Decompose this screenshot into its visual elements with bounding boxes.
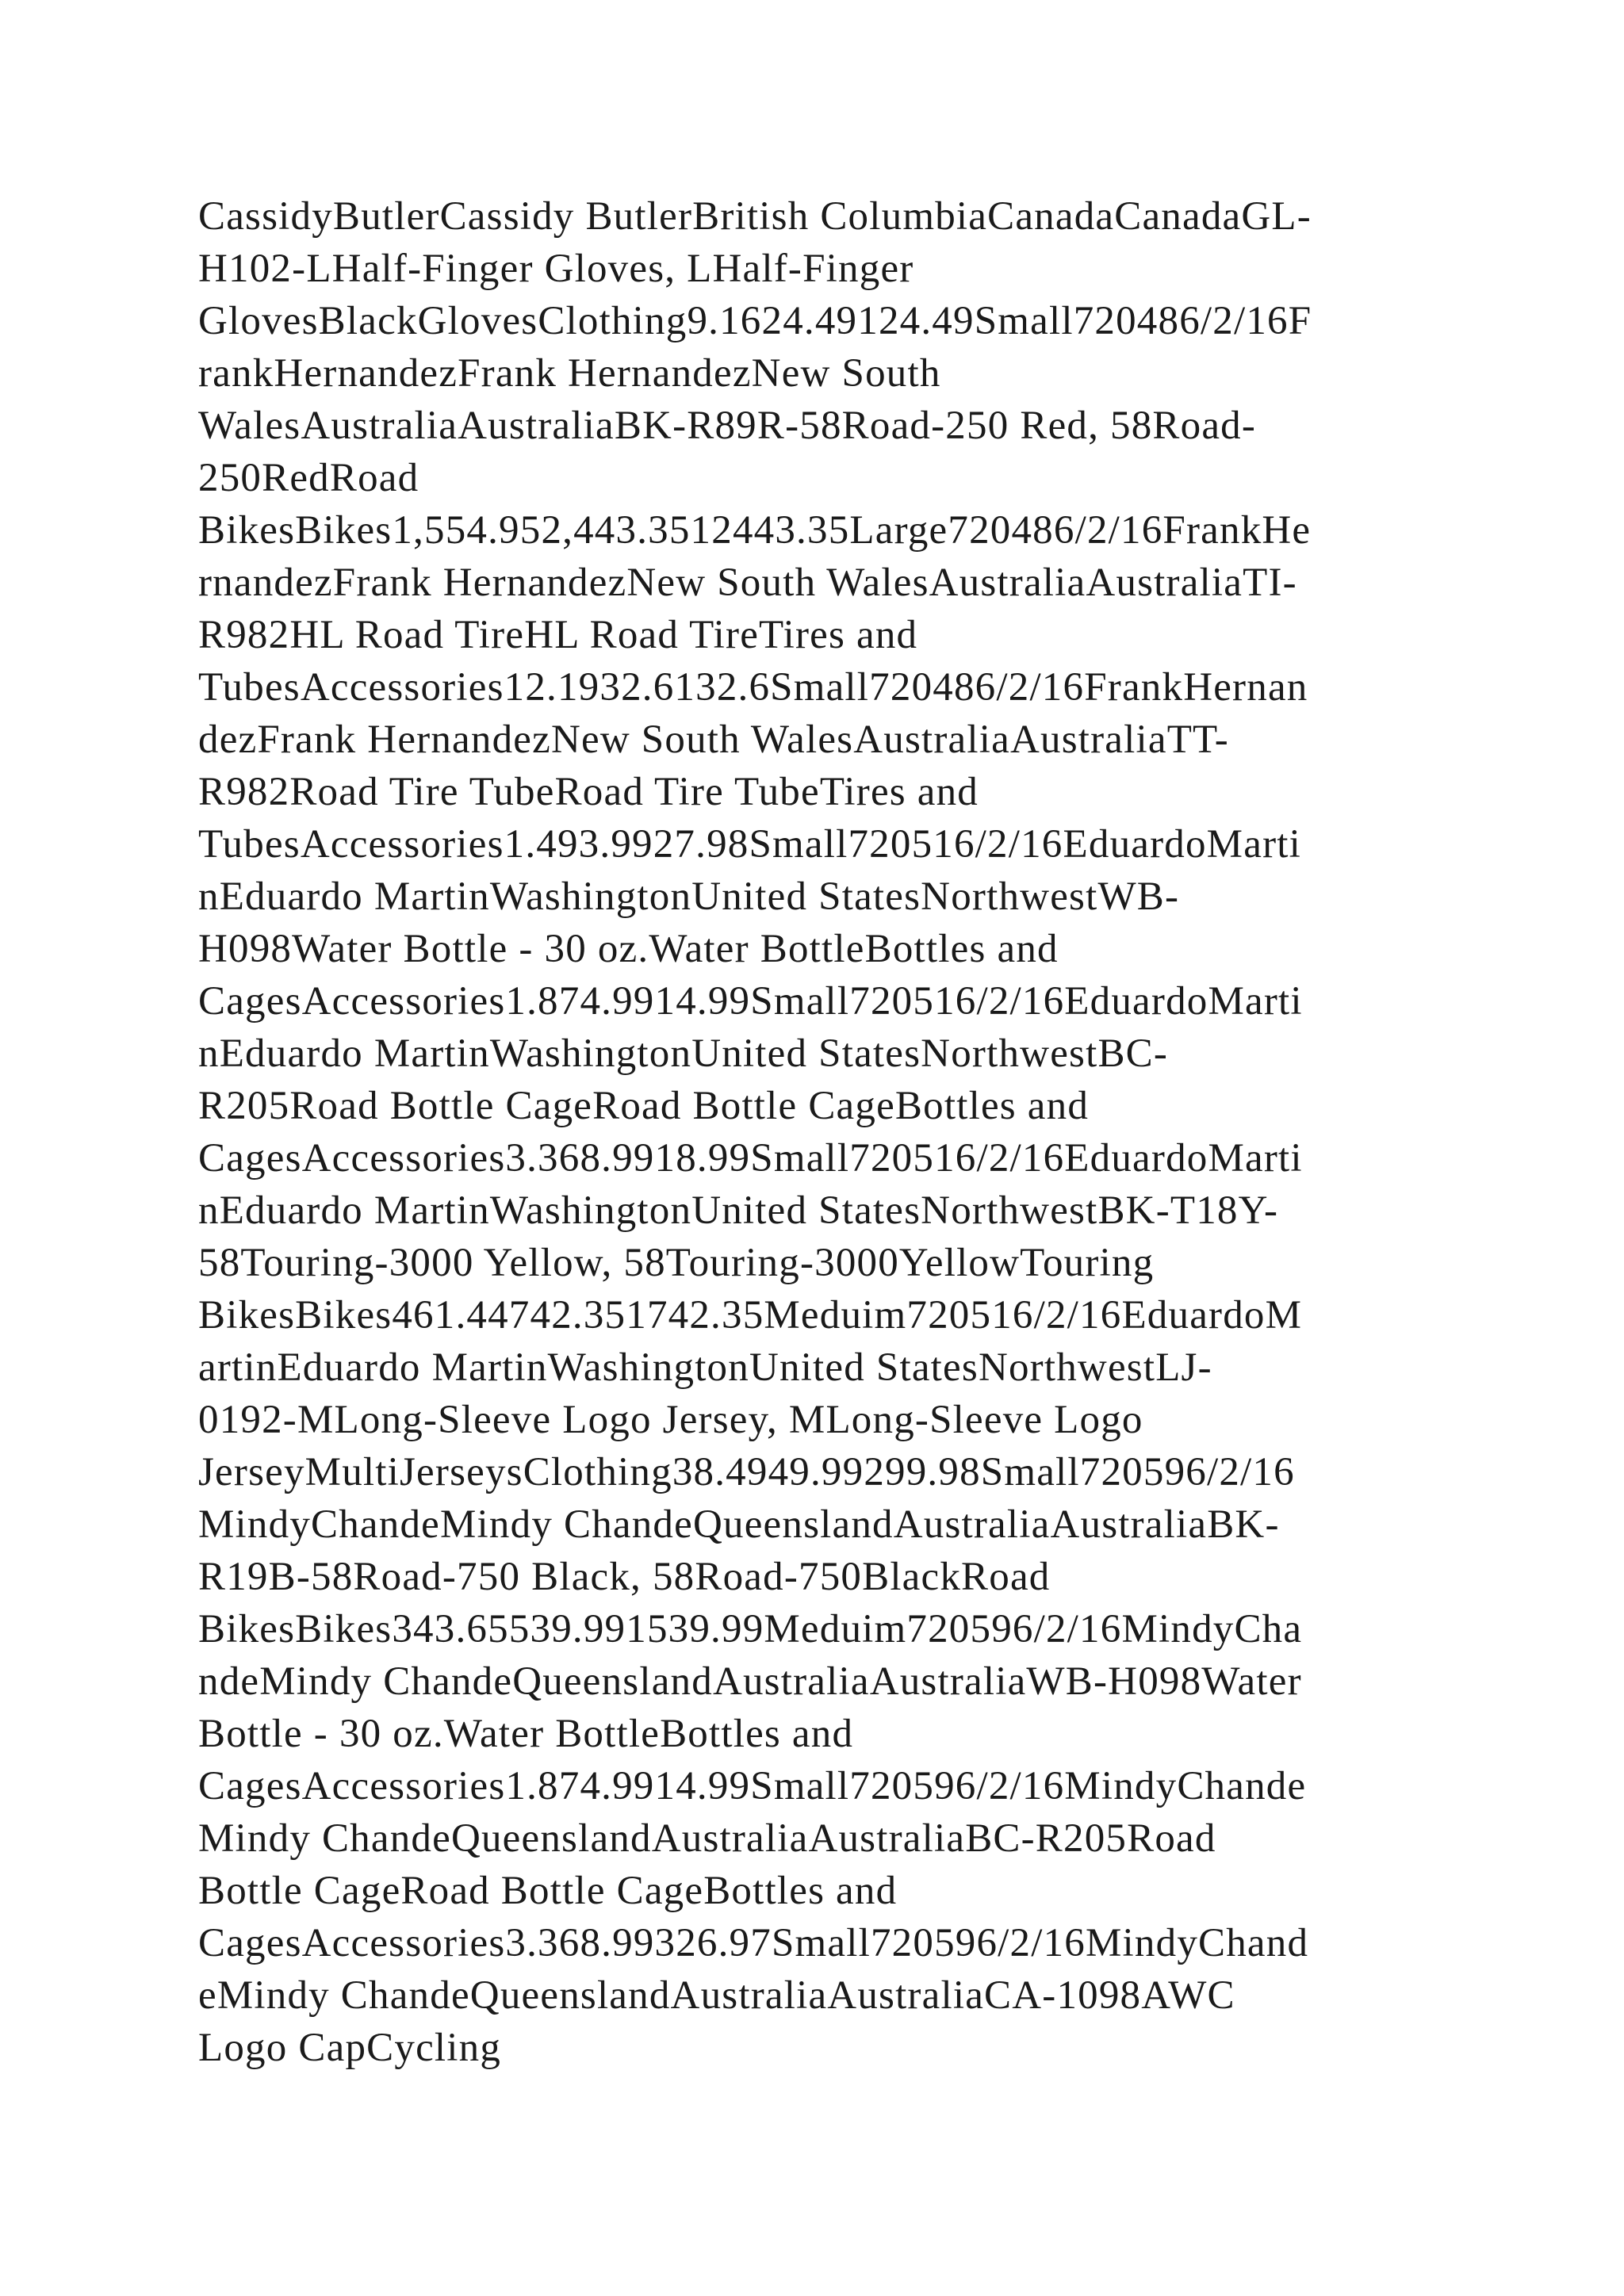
text-line: artinEduardo MartinWashingtonUnited StatesNorthwestLJ-: [198, 1345, 1212, 1390]
text-line: CassidyButlerCassidy ButlerBritish ColumbiaCanadaCanadaGL-: [198, 194, 1312, 239]
text-line: R205Road Bottle CageRoad Bottle CageBottles and: [198, 1084, 1090, 1128]
text-line: dezFrank HernandezNew South WalesAustraliaAustraliaTT-: [198, 718, 1229, 762]
text-line: Bottle - 30 oz.Water BottleBottles and: [198, 1712, 854, 1756]
document-text-block: [198, 190, 1435, 2074]
text-line: WalesAustraliaAustraliaBK-R89R-58Road-250 Red, 58Road-: [198, 404, 1257, 448]
text-line: 250RedRoad: [198, 456, 419, 500]
text-line: nEduardo MartinWashingtonUnited StatesNorthwestBK-T18Y-: [198, 1188, 1279, 1233]
text-line: Bottle CageRoad Bottle CageBottles and: [198, 1869, 898, 1913]
text-line: ndeMindy ChandeQueenslandAustraliaAustraliaWB-H098Water: [198, 1659, 1302, 1704]
text-line: BikesBikes1,554.952,443.3512443.35Large720486/2/16FrankHe: [198, 508, 1312, 553]
text-line: 0192-MLong-Sleeve Logo Jersey, MLong-Sleeve Logo: [198, 1398, 1143, 1442]
text-line: TubesAccessories12.1932.6132.6Small720486/2/16FrankHernan: [198, 665, 1308, 710]
text-line: CagesAccessories1.874.9914.99Small720596/2/16MindyChande: [198, 1764, 1307, 1808]
text-line: R982HL Road TireHL Road TireTires and: [198, 613, 918, 657]
text-line: TubesAccessories1.493.9927.98Small720516/2/16EduardoMarti: [198, 822, 1301, 867]
text-line: nEduardo MartinWashingtonUnited StatesNorthwestBC-: [198, 1031, 1169, 1076]
text-line: 58Touring-3000 Yellow, 58Touring-3000YellowTouring: [198, 1241, 1155, 1285]
text-line: rnandezFrank HernandezNew South WalesAustraliaAustraliaTI-: [198, 561, 1297, 605]
text-line: JerseyMultiJerseysClothing38.4949.99299.98Small720596/2/16: [198, 1450, 1295, 1494]
text-line: CagesAccessories3.368.9918.99Small720516/2/16EduardoMarti: [198, 1136, 1303, 1181]
text-line: nEduardo MartinWashingtonUnited StatesNorthwestWB-: [198, 874, 1180, 919]
text-line: R19B-58Road-750 Black, 58Road-750BlackRoad: [198, 1555, 1051, 1599]
text-line: R982Road Tire TubeRoad Tire TubeTires and: [198, 770, 979, 814]
text-line: CagesAccessories3.368.99326.97Small720596/2/16MindyChand: [198, 1921, 1309, 1965]
text-line: MindyChandeMindy ChandeQueenslandAustraliaAustraliaBK-: [198, 1502, 1280, 1547]
text-line: H098Water Bottle - 30 oz.Water BottleBottles and: [198, 927, 1059, 971]
text-line: BikesBikes343.65539.991539.99Meduim720596/2/16MindyCha: [198, 1607, 1303, 1651]
text-line: Mindy ChandeQueenslandAustraliaAustraliaBC-R205Road: [198, 1816, 1216, 1861]
text-line: BikesBikes461.44742.351742.35Meduim720516/2/16EduardoM: [198, 1293, 1303, 1337]
text-line: eMindy ChandeQueenslandAustraliaAustraliaCA-1098AWC: [198, 1973, 1235, 2018]
text-line: CagesAccessories1.874.9914.99Small720516/2/16EduardoMarti: [198, 979, 1303, 1024]
text-line: H102-LHalf-Finger Gloves, LHalf-Finger: [198, 247, 914, 291]
text-line: GlovesBlackGlovesClothing9.1624.49124.49Small720486/2/16F: [198, 299, 1312, 343]
text-line: Logo CapCycling: [198, 2026, 502, 2070]
text-line: rankHernandezFrank HernandezNew South: [198, 351, 941, 396]
